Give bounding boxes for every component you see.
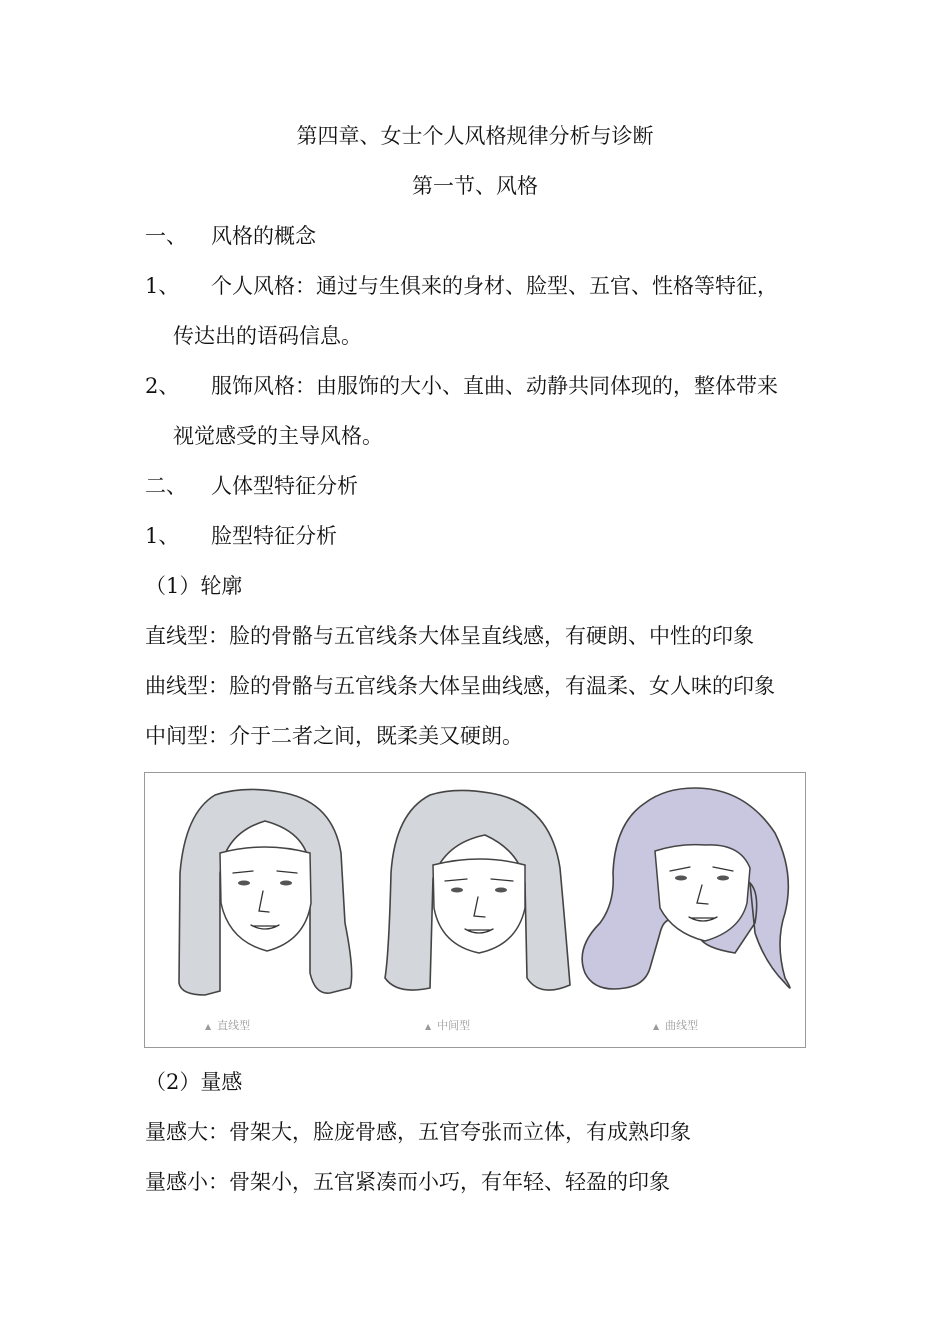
item-1-2-continuation: 视觉感受的主导风格。: [173, 424, 383, 448]
curve-face-illustration: [582, 788, 790, 989]
middle-face-illustration: [385, 790, 570, 990]
caption-straight-label: 直线型: [217, 1019, 251, 1032]
subheading-contour: （1）轮廓: [145, 574, 243, 598]
item-text: 脸型特征分析: [211, 524, 337, 548]
face-contour-figure: [144, 772, 806, 1048]
triangle-icon: ▲: [653, 1022, 660, 1031]
item-number: 2、: [145, 374, 180, 398]
heading-number: 一、: [145, 224, 187, 248]
heading-text: 人体型特征分析: [211, 474, 358, 498]
item-text: 个人风格：通过与生俱来的身材、脸型、五官、性格等特征，: [211, 274, 778, 298]
volume-line-small: 量感小：骨架小，五官紧凑而小巧，有年轻、轻盈的印象: [145, 1170, 670, 1194]
contour-line-middle: 中间型：介于二者之间，既柔美又硬朗。: [145, 724, 523, 748]
caption-straight: [205, 1017, 250, 1033]
caption-middle: [425, 1017, 470, 1033]
heading-text: 风格的概念: [211, 224, 316, 248]
volume-line-large: 量感大：骨架大，脸庞骨感，五官夸张而立体，有成熟印象: [145, 1120, 691, 1144]
item-1-1-continuation: 传达出的语码信息。: [173, 324, 362, 348]
caption-curve-label: 曲线型: [665, 1019, 699, 1032]
triangle-icon: ▲: [425, 1022, 432, 1031]
contour-line-curve: 曲线型：脸的骨骼与五官线条大体呈曲线感，有温柔、女人味的印象: [145, 674, 775, 698]
caption-middle-label: 中间型: [437, 1019, 471, 1032]
triangle-icon: ▲: [205, 1022, 212, 1031]
subheading-volume: （2）量感: [145, 1070, 243, 1094]
heading-number: 二、: [145, 474, 187, 498]
section-title: 第一节、风格: [412, 174, 538, 198]
straight-face-illustration: [179, 789, 352, 995]
contour-line-straight: 直线型：脸的骨骼与五官线条大体呈直线感，有硬朗、中性的印象: [145, 624, 754, 648]
item-number: 1、: [145, 274, 180, 298]
item-number: 1、: [145, 524, 180, 548]
caption-curve: [653, 1017, 698, 1033]
chapter-title: 第四章、女士个人风格规律分析与诊断: [296, 124, 654, 148]
face-illustrations: [145, 773, 805, 1047]
item-text: 服饰风格：由服饰的大小、直曲、动静共同体现的，整体带来: [211, 374, 778, 398]
